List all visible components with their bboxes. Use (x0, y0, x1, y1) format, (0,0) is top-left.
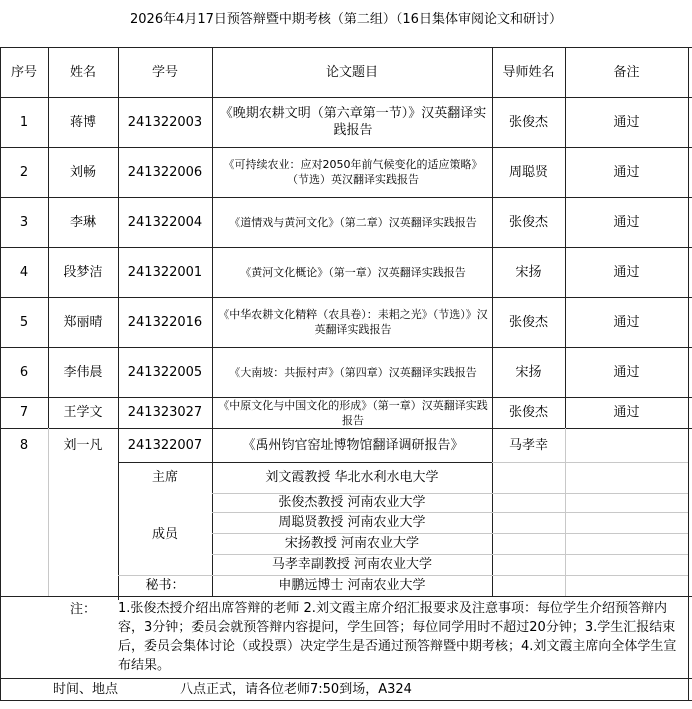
table-row-remark: 通过 (613, 314, 640, 330)
table-row-name: 李伟晨 (63, 364, 103, 380)
table-row-name: 段梦洁 (63, 264, 103, 280)
table-row-remark: 通过 (613, 214, 640, 230)
table-row-topic: 《禹州钧官窑址博物馆翻译调研报告》 (242, 437, 464, 453)
header-student-id: 学号 (151, 64, 178, 80)
header-no: 序号 (10, 64, 37, 80)
table-row-id: 241322007 (127, 437, 203, 453)
member-item: 张俊杰教授 河南农业大学 (278, 495, 426, 510)
table-row-advisor: 周聪贤 (508, 164, 548, 180)
table-row-topic: 《中原文化与中国文化的形成》（第一章）汉英翻译实践报告 (218, 398, 488, 427)
table-row-advisor: 马孝幸 (508, 437, 548, 453)
secretary-value: 申鹏远博士 河南农业大学 (278, 578, 426, 593)
chair-label: 主席 (151, 470, 178, 485)
table-row-no: 4 (19, 264, 29, 280)
table-row-advisor: 张俊杰 (508, 114, 548, 130)
table-row-advisor: 张俊杰 (508, 405, 548, 420)
member-item: 宋扬教授 河南农业大学 (284, 536, 420, 551)
table-row-name: 刘一凡 (63, 437, 103, 453)
header-topic: 论文题目 (325, 64, 378, 80)
table-row-no: 3 (19, 214, 29, 230)
table-row-topic: 《中华农耕文化精粹（农具卷）：耒耜之光》（节选）》汉英翻译实践报告 (218, 308, 488, 336)
table-row-topic: 《可持续农业：应对2050年前气候变化的适应策略》（节选）英汉翻译实践报告 (223, 158, 483, 186)
table-row-name: 蒋博 (69, 114, 96, 130)
header-advisor: 导师姓名 (502, 64, 555, 80)
table-row-name: 郑丽晴 (63, 314, 103, 330)
notes-text: 1.张俊杰授介绍出席答辩的老师 2.刘文霞主席介绍汇报要求及注意事项：每位学生介绍预答辩内容，3分钟；委员会就预答辩内容提问，学生回答；每位同学用时不超过20分钟；3.学生汇报结束后，委员会集体讨论（或投票）决定学生是否通过预答辩暨中期考核；4.刘文霞主席向全体学生宣布结果。 (118, 601, 677, 673)
time-place-label: 时间、地点 (52, 681, 118, 697)
table-row-name: 刘畅 (69, 164, 96, 180)
secretary-label: 秘书： (145, 578, 185, 593)
time-place-value: 八点正式，请各位老师7:50到场，A324 (180, 681, 412, 697)
sheet-title: 2026年4月17日预答辩暨中期考核（第二组）（16日集体审阅论文和研讨） (130, 12, 562, 27)
table-row-remark: 通过 (613, 114, 640, 130)
table-row-remark: 通过 (613, 405, 640, 420)
table-row-id: 241322006 (127, 164, 203, 180)
table-row-no: 7 (19, 405, 29, 420)
member-item: 马孝幸副教授 河南农业大学 (271, 557, 433, 572)
header-name: 姓名 (69, 64, 96, 80)
table-row-remark: 通过 (613, 364, 640, 380)
table-row-topic: 《道情戏与黄河文化》（第二章）汉英翻译实践报告 (229, 215, 477, 229)
members-label: 成员 (151, 526, 178, 542)
table-row-id: 241323027 (127, 405, 203, 420)
table-row-no: 5 (19, 314, 29, 330)
table-row-advisor: 张俊杰 (508, 214, 548, 230)
table-row-no: 2 (19, 164, 29, 180)
table-row-remark (565, 428, 688, 462)
table-row-id: 241322016 (127, 314, 203, 330)
table-row-advisor: 张俊杰 (508, 314, 548, 330)
header-remark: 备注 (613, 64, 640, 80)
member-item: 周聪贤教授 河南农业大学 (278, 515, 426, 530)
table-row-no: 8 (19, 437, 29, 453)
table-row-topic: 《晚期农耕文明（第六章第一节）》汉英翻译实践报告 (219, 106, 487, 138)
table-row-id: 241322004 (127, 214, 203, 230)
notes-label: 注： (69, 601, 96, 617)
table-row-id: 241322005 (127, 364, 203, 380)
table-row-no: 6 (19, 364, 29, 380)
table-row-advisor: 宋扬 (515, 364, 542, 380)
chair-value: 刘文霞教授 华北水利水电大学 (265, 470, 439, 485)
table-row-id: 241322001 (127, 264, 203, 280)
table-row-no: 1 (19, 114, 29, 130)
table-row-name: 王学文 (63, 405, 103, 420)
table-row-remark: 通过 (613, 164, 640, 180)
table-row-topic: 《大南坡：共振村声》（第四章）汉英翻译实践报告 (229, 365, 477, 379)
table-row-name: 李琳 (69, 214, 96, 230)
table-row-remark: 通过 (613, 264, 640, 280)
table-row-id: 241322003 (127, 114, 203, 130)
table-row-topic: 《黄河文化概论》（第一章）汉英翻译实践报告 (240, 265, 466, 279)
table-row-advisor: 宋扬 (515, 264, 542, 280)
